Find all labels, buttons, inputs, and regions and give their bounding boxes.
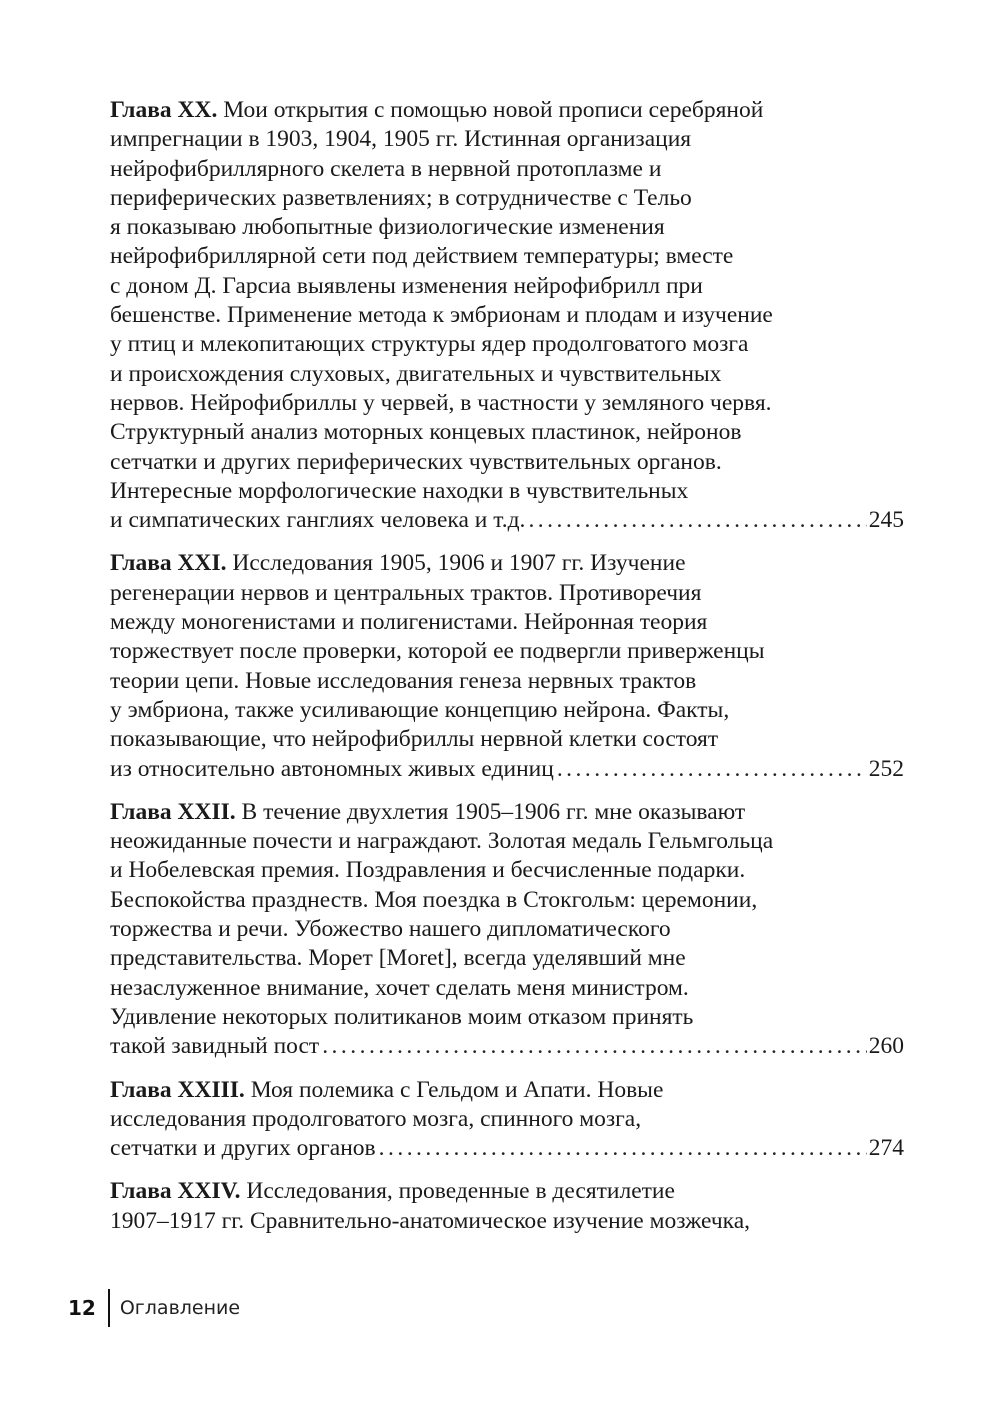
page-number: 274 bbox=[868, 1135, 904, 1162]
toc-line: торжествует после проверки, которой ее подвергли приверженцы bbox=[110, 638, 765, 665]
page-number: 252 bbox=[868, 755, 904, 782]
toc-text: из относительно автономных живых единиц bbox=[110, 755, 554, 782]
toc-line: между моногенистами и полигенистами. Нейронная теория bbox=[110, 609, 708, 636]
toc-line: представительства. Морет [Moret], всегда уделявший мне bbox=[110, 945, 686, 972]
toc-line: и Нобелевская премия. Поздравления и бесчисленные подарки. bbox=[110, 857, 746, 884]
toc-line bbox=[110, 1134, 904, 1163]
dot-leader bbox=[322, 1032, 867, 1061]
toc-line bbox=[110, 506, 904, 535]
toc-line bbox=[110, 549, 904, 578]
page-folio: 12 bbox=[68, 1296, 96, 1320]
toc-line: Интересные морфологические находки в чувствительных bbox=[110, 477, 689, 504]
toc-line: и происхождения слуховых, двигательных и чувствительных bbox=[110, 360, 722, 387]
toc-line: бешенстве. Применение метода к эмбрионам и плодам и изучение bbox=[110, 302, 773, 329]
toc-line: сетчатки и других периферических чувствительных органов. bbox=[110, 448, 722, 475]
toc-text: В течение двухлетия 1905–1906 гг. мне оказывают bbox=[241, 798, 746, 825]
toc-text: Мои открытия с помощью новой прописи серебряной bbox=[223, 97, 764, 123]
toc-text: Исследования 1905, 1906 и 1907 гг. Изучение bbox=[232, 550, 686, 577]
toc-line: я показываю любопытные физиологические изменения bbox=[110, 214, 665, 241]
toc-entry bbox=[110, 96, 904, 535]
toc-line: Беспокойства празднеств. Моя поездка в Стокгольм: церемонии, bbox=[110, 886, 758, 913]
toc-text: и симпатических ганглиях человека и т.д. bbox=[110, 507, 526, 534]
toc-line: теории цепи. Новые исследования генеза нервных трактов bbox=[110, 667, 697, 694]
toc-line bbox=[110, 96, 904, 125]
toc-line: Структурный анализ моторных концевых пластинок, нейронов bbox=[110, 419, 742, 446]
toc-text: такой завидный пост bbox=[110, 1033, 320, 1060]
toc-line: у эмбриона, также усиливающие концепцию нейрона. Факты, bbox=[110, 696, 730, 723]
toc-entry bbox=[110, 1076, 904, 1164]
toc-line: с доном Д. Гарсиа выявлены изменения нейрофибрилл при bbox=[110, 272, 703, 299]
chapter-label: Глава XXI. bbox=[110, 550, 227, 577]
toc-line: исследования продолговатого мозга, спинного мозга, bbox=[110, 1105, 642, 1132]
running-head: Оглавление bbox=[119, 1297, 241, 1319]
toc-entry bbox=[110, 798, 904, 1062]
toc-line bbox=[110, 798, 904, 827]
dot-leader bbox=[528, 506, 866, 535]
dot-leader bbox=[557, 755, 867, 784]
chapter-label: Глава XXIV. bbox=[110, 1178, 241, 1205]
toc-line: торжества и речи. Убожество нашего дипломатического bbox=[110, 916, 671, 943]
toc-text: сетчатки и других органов bbox=[110, 1135, 376, 1162]
toc-line: 1907–1917 гг. Сравнительно-анатомическое изучение мозжечка, bbox=[110, 1207, 751, 1234]
toc-line: показывающие, что нейрофибриллы нервной клетки состоят bbox=[110, 726, 719, 753]
toc-line: незаслуженное внимание, хочет сделать меня министром. bbox=[110, 974, 689, 1001]
dot-leader bbox=[379, 1134, 867, 1163]
toc-line: импрегнации в 1903, 1904, 1905 гг. Истинная организация bbox=[110, 126, 692, 153]
toc-entry bbox=[110, 549, 904, 783]
chapter-label: Глава XXIII. bbox=[110, 1076, 245, 1103]
chapter-label: Глава XX. bbox=[110, 97, 218, 123]
toc-line: у птиц и млекопитающих структуры ядер продолговатого мозга bbox=[110, 331, 749, 358]
page-number: 260 bbox=[868, 1033, 904, 1060]
toc-line: неожиданные почести и награждают. Золотая медаль Гельмгольца bbox=[110, 828, 774, 855]
table-of-contents bbox=[110, 96, 904, 1250]
chapter-label: Глава XXII. bbox=[110, 798, 236, 825]
toc-line: нейрофибриллярной сети под действием температуры; вместе bbox=[110, 243, 734, 270]
toc-line: периферических разветвлениях; в сотрудничестве с Тельо bbox=[110, 184, 692, 211]
toc-line bbox=[110, 1177, 904, 1206]
toc-line: нервов. Нейрофибриллы у червей, в частности у земляного червя. bbox=[110, 389, 772, 416]
page-number: 245 bbox=[868, 507, 904, 534]
toc-text: Моя полемика с Гельдом и Апати. Новые bbox=[250, 1076, 664, 1103]
toc-entry bbox=[110, 1177, 904, 1236]
footer-divider bbox=[108, 1289, 110, 1327]
toc-line: нейрофибриллярного скелета в нервной протоплазме и bbox=[110, 155, 662, 182]
toc-text: Исследования, проведенные в десятилетие bbox=[246, 1178, 675, 1205]
toc-line bbox=[110, 1076, 904, 1105]
toc-line: регенерации нервов и центральных трактов. Противоречия bbox=[110, 579, 702, 606]
toc-line bbox=[110, 1032, 904, 1061]
page-footer bbox=[68, 1288, 240, 1328]
toc-line: Удивление некоторых политиканов моим отказом принять bbox=[110, 1003, 694, 1030]
toc-line bbox=[110, 755, 904, 784]
